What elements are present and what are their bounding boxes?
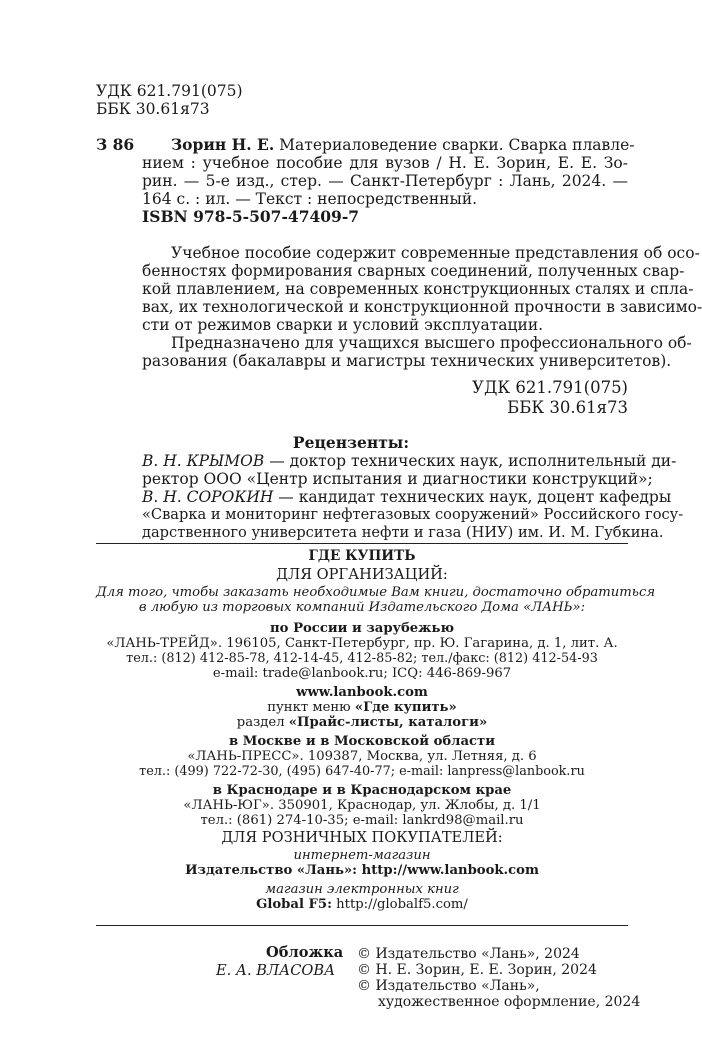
reviewer-2-line-2: «Сварка и мониторинг нефтегазовых сооружений» Российского госу-: [142, 506, 684, 523]
udk-code: УДК 621.791(075): [96, 82, 243, 100]
orgs-note: Для того, чтобы заказать необходимые Вам книги, достаточно обратиться: [96, 585, 656, 600]
copyright-line: художественное оформление, 2024: [378, 994, 641, 1010]
bbk-code-right: ББК 30.61я73: [507, 398, 628, 417]
bib-line-1: [171, 135, 635, 154]
where-to-buy: [96, 548, 656, 912]
krasnodar-phones: тел.: (861) 274-10-35; e-mail: lankrd98@mail.ru: [200, 813, 524, 828]
reviewer-2-line-1: В. Н. СОРОКИН — кандидат технических наук, доцент кафедры: [142, 488, 672, 506]
shop-url[interactable]: http://www.lanbook.com: [357, 863, 539, 878]
russia-email: e-mail: trade@lanbook.ru; ICQ: 446-869-967: [212, 666, 512, 681]
ebooks-url[interactable]: http://globalf5.com/: [331, 897, 468, 912]
audience-line: Предназначено для учащихся высшего профессионального об-: [171, 334, 692, 352]
russia-heading: по России и зарубежью: [270, 621, 454, 636]
isbn: ISBN 978-5-507-47409-7: [142, 207, 360, 226]
reviewers-list: [142, 452, 684, 542]
where-to-buy-title: ГДЕ КУПИТЬ: [308, 548, 416, 564]
krasnodar-address: «ЛАНЬ-ЮГ». 350901, Краснодар, ул. Жлобы, д. 1/1: [183, 798, 541, 813]
retail-heading: ДЛЯ РОЗНИЧНЫХ ПОКУПАТЕЛЕЙ:: [221, 829, 503, 846]
book-title: Материаловедение сварки. Сварка плавле-: [274, 136, 635, 154]
bib-line-4: 164 с. : ил. — Текст : непосредственный.: [142, 190, 478, 208]
shop-label: интернет-магазин: [293, 848, 431, 863]
menu-item-line: пункт меню «Где купить»: [267, 700, 457, 715]
reviewer-2-line-3: дарственного университета нефти и газа (НИУ) им. И. М. Губкина.: [142, 524, 664, 541]
copyright-line: © Н. Е. Зорин, Е. Е. Зорин, 2024: [357, 962, 597, 978]
moscow-phones: тел.: (499) 722-72-30, (495) 647-40-77; e-mail: lanpress@lanbook.ru: [139, 764, 585, 779]
abstract-line: вах, их технологической и конструкционной прочности в зависимо-: [142, 298, 702, 316]
bib-line-3: рин. — 5-е изд., стер. — Санкт-Петербург : Лань, 2024. —: [142, 172, 628, 190]
audience-line: разования (бакалавры и магистры технических университетов).: [142, 352, 672, 370]
abstract-line: Учебное пособие содержит современные представления об осо-: [171, 244, 700, 262]
section-line: раздел «Прайс-листы, каталоги»: [236, 715, 488, 730]
abstract: [142, 244, 702, 370]
reviewer-1-name: В. Н. КРЫМОВ: [142, 452, 265, 470]
reviewers-title: Рецензенты:: [292, 433, 410, 452]
cover-label: Обложка: [266, 944, 344, 961]
orgs-note: в любую из торговых компаний Издательского Дома «ЛАНЬ»:: [138, 600, 586, 615]
bib-line-2: нием : учебное пособие для вузов / Н. Е. Зорин, Е. Е. Зо-: [142, 154, 628, 172]
abstract-line: кой плавлением, на современных конструкционных сталях и спла-: [142, 280, 694, 298]
divider-bottom: [96, 925, 628, 926]
cover-designer: Е. А. ВЛАСОВА: [216, 962, 336, 979]
russia-address: «ЛАНЬ-ТРЕЙД». 196105, Санкт-Петербург, пр. Ю. Гагарина, д. 1, лит. А.: [106, 636, 618, 651]
copyrights: [357, 946, 640, 1010]
bbk-code: ББК 30.61я73: [96, 100, 210, 118]
author-name: Зорин Н. Е.: [171, 135, 275, 154]
udk-code-right: УДК 621.791(075): [472, 378, 628, 397]
reviewer-1-line-2: ректор ООО «Центр испытания и диагностики конструкций»;: [142, 470, 653, 488]
orgs-heading: ДЛЯ ОРГАНИЗАЦИЙ:: [276, 566, 448, 583]
krasnodar-heading: в Краснодаре и в Краснодарском крае: [212, 783, 512, 798]
moscow-heading: в Москве и в Московской области: [228, 734, 496, 749]
author-mark: З 86: [96, 135, 135, 154]
bibliographic-continuation: [142, 154, 628, 226]
abstract-line: сти от режимов сварки и условий эксплуатации.: [142, 316, 544, 334]
reviewer-1-line-1: В. Н. КРЫМОВ — доктор технических наук, исполнительный ди-: [142, 452, 677, 470]
reviewer-2-name: В. Н. СОРОКИН: [142, 488, 274, 506]
russia-phones: тел.: (812) 412-85-78, 412-14-45, 412-85-82; тел./факс: (812) 412-54-93: [126, 651, 598, 666]
moscow-address: «ЛАНЬ-ПРЕСС». 109387, Москва, ул. Летняя, д. 6: [187, 749, 537, 764]
divider-top: [96, 543, 628, 544]
bibliographic-description: [171, 135, 635, 154]
copyright-line: © Издательство «Лань», 2024: [357, 946, 580, 962]
shop-line: Издательство «Лань»: http://www.lanbook.com: [185, 863, 539, 878]
ebooks-label: магазин электронных книг: [265, 882, 459, 897]
copyright-line: © Издательство «Лань»,: [357, 978, 540, 994]
abstract-line: бенностях формирования сварных соединений, полученных свар-: [142, 262, 685, 280]
ebooks-line: Global F5: http://globalf5.com/: [256, 897, 468, 912]
website-link[interactable]: www.lanbook.com: [296, 685, 428, 700]
